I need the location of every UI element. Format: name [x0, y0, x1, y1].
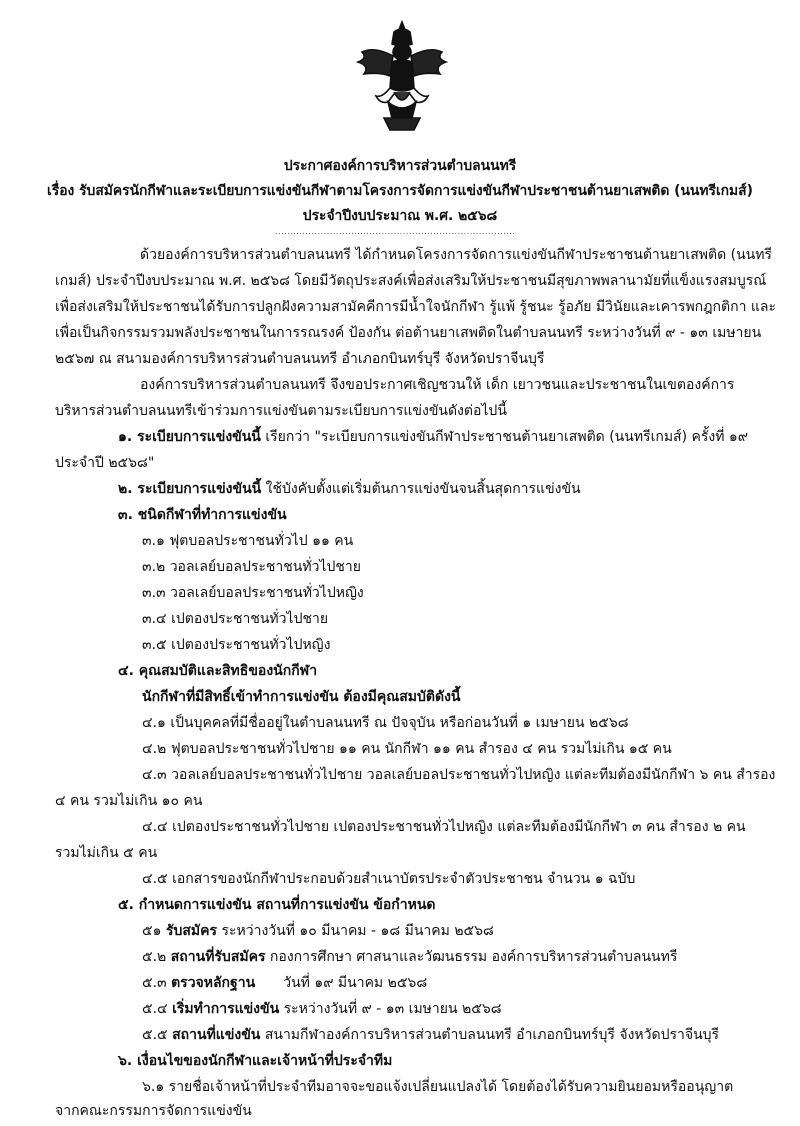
schedule-label: รับสมัคร	[165, 923, 218, 939]
qualification-item: ๔.๔ เปตองประชาชนทั่วไปชาย เปตองประชาชนทั่วไปหญิง แต่ละทีมต้องมีนักกีฬา ๓ คน สำรอง ๒ คน	[142, 819, 746, 835]
schedule-item	[142, 1028, 719, 1042]
condition-item-continued: จากคณะกรรมการจัดการแข่งขัน	[55, 1103, 252, 1119]
sport-item: ๓.๑ ฟุตบอลประชาชนทั่วไป ๑๑ คน	[142, 533, 354, 549]
schedule-number: ๕๑	[142, 923, 162, 939]
section-2-heading: ๒. ระเบียบการแข่งขันนี้	[118, 481, 262, 497]
section-5-heading: ๕. กำหนดการแข่งขัน สถานที่การแข่งขัน ข้อกำหนด	[118, 897, 436, 913]
schedule-detail: กองการศึกษา ศาสนาและวัฒนธรรม องค์การบริหารส่วนตำบลนนทรี	[265, 949, 678, 965]
schedule-label: สถานที่รับสมัคร	[170, 949, 266, 965]
announcement-fiscal-year: ประจำปีงบประมาณ พ.ศ. ๒๕๖๘	[302, 208, 498, 224]
section-1	[118, 430, 748, 444]
intro-line: เพื่อเป็นกิจกรรมรวมพลังประชาชนในการรณรงค์ ป้องกัน ต่อต้านยาเสพติดในตำบลนนทรี ระหว่างวันที่ ๙ - ๑๓ เมษายน	[55, 325, 762, 341]
sport-item: ๓.๒ วอลเลย์บอลประชาชนทั่วไปชาย	[142, 559, 361, 575]
intro-line: ด้วยองค์การบริหารส่วนตำบลนนทรี ได้กำหนดโครงการจัดการแข่งขันกีฬาประชาชนต้านยาเสพติด (นนทรี	[140, 247, 772, 263]
garuda-emblem-icon	[354, 18, 450, 136]
section-6-heading: ๖. เงื่อนไขของนักกีฬาและเจ้าหน้าที่ประจำทีม	[118, 1053, 393, 1069]
qualification-item: ๔.๓ วอลเลย์บอลประชาชนทั่วไปชาย วอลเลย์บอลประชาชนทั่วไปหญิง แต่ละทีมต้องมีนักกีฬา ๖ คน สำรอง	[142, 767, 776, 783]
section-4-subheading: นักกีฬาที่มีสิทธิ์เข้าทำการแข่งขัน ต้องมีคุณสมบัติดังนี้	[142, 689, 461, 705]
schedule-item	[142, 950, 677, 964]
section-1-continued: ประจำปี ๒๕๖๘"	[55, 455, 155, 471]
schedule-label: ตรวจหลักฐาน	[171, 975, 256, 991]
intro-line: ๒๕๖๗ ณ สนามองค์การบริหารส่วนตำบลนนทรี อำเภอกบินทร์บุรี จังหวัดปราจีนบุรี	[55, 351, 545, 367]
section-1-text: เรียกว่า "ระเบียบการแข่งขันกีฬาประชาชนต้านยาเสพติด (นนทรีเกมส์) ครั้งที่ ๑๙	[260, 429, 749, 445]
section-1-heading: ๑. ระเบียบการแข่งขันนี้	[118, 429, 261, 445]
schedule-label: เริ่มทำการแข่งขัน	[172, 1001, 280, 1017]
schedule-detail: วันที่ ๑๙ มีนาคม ๒๕๖๘	[283, 975, 428, 991]
schedule-detail: ระหว่างวันที่ ๙ - ๑๓ เมษายน ๒๕๖๘	[279, 1001, 502, 1017]
announcement-title: ประกาศองค์การบริหารส่วนตำบลนนทรี	[283, 158, 517, 174]
schedule-number: ๕.๕	[142, 1027, 168, 1043]
invite-line: บริหารส่วนตำบลนนทรีเข้าร่วมการแข่งขันตามระเบียบการแข่งขันดังต่อไปนี้	[55, 403, 507, 419]
condition-item: ๖.๑ รายชื่อเจ้าหน้าที่ประจำทีมอาจจะขอแจ้งเปลี่ยนแปลงได้ โดยต้องได้รับความยินยอมหรืออนุญาต	[142, 1079, 734, 1095]
schedule-item	[142, 976, 427, 990]
sport-item: ๓.๔ เปตองประชาชนทั่วไปชาย	[142, 611, 329, 627]
sport-item: ๓.๓ วอลเลย์บอลประชาชนทั่วไปหญิง	[142, 585, 364, 601]
schedule-number: ๕.๓	[142, 975, 167, 991]
qualification-item: ๔.๑ เป็นบุคคลที่มีชื่ออยู่ในตำบลนนทรี ณ ปัจจุบัน หรือก่อนวันที่ ๑ เมษายน ๒๕๖๘	[142, 715, 629, 731]
qualification-item-continued: ๔ คน รวมไม่เกิน ๑๐ คน	[55, 793, 203, 809]
section-2-text: ใช้บังคับตั้งแต่เริ่มต้นการแข่งขันจนสิ้นสุดการแข่งขัน	[261, 481, 581, 497]
invite-line: องค์การบริหารส่วนตำบลนนทรี จึงขอประกาศเชิญชวนให้ เด็ก เยาวชนและประชาชนในเขตองค์การ	[140, 377, 735, 393]
schedule-label: สถานที่แข่งขัน	[172, 1027, 261, 1043]
sport-item: ๓.๕ เปตองประชาชนทั่วไปหญิง	[142, 637, 331, 653]
schedule-detail: สนามกีฬาองค์การบริหารส่วนตำบลนนทรี อำเภอกบินทร์บุรี จังหวัดปราจีนบุรี	[260, 1027, 720, 1043]
schedule-number: ๕.๒	[142, 949, 167, 965]
intro-line: เพื่อส่งเสริมให้ประชาชนได้รับการปลูกฝังความสามัคคีการมีน้ำใจนักกีฬา รู้แพ้ รู้ชนะ รู้อภัย มีวินัยและเคารพกฎกติกา และ	[55, 299, 777, 315]
qualification-item: ๔.๒ ฟุตบอลประชาชนทั่วไปชาย ๑๑ คน นักกีฬา ๑๑ คน สำรอง ๔ คน รวมไม่เกิน ๑๕ คน	[142, 741, 672, 757]
schedule-item	[142, 1002, 502, 1016]
intro-line: เกมส์) ประจำปีงบประมาณ พ.ศ. ๒๕๖๘ โดยมีวัตถุประสงค์เพื่อส่งเสริมให้ประชาชนมีสุขภาพพลานามัยที่แข็งแรงสมบูรณ์	[55, 273, 767, 289]
qualification-item: ๔.๕ เอกสารของนักกีฬาประกอบด้วยสำเนาบัตรประจำตัวประชาชน จำนวน ๑ ฉบับ	[142, 871, 636, 887]
section-3-heading: ๓. ชนิดกีฬาที่ทำการแข่งขัน	[118, 507, 287, 523]
schedule-detail: ระหว่างวันที่ ๑๐ มีนาคม - ๑๘ มีนาคม ๒๕๖๘	[217, 923, 494, 939]
schedule-item	[142, 924, 494, 938]
schedule-number: ๕.๔	[142, 1001, 168, 1017]
section-2	[118, 482, 581, 496]
announcement-subject: เรื่อง รับสมัครนักกีฬาและระเบียบการแข่งขันกีฬาตามโครงการจัดการแข่งขันกีฬาประชาชนต้านยาเสพติด (นนทรีเกมส์)	[47, 183, 753, 199]
section-4-heading: ๔. คุณสมบัติและสิทธิของนักกีฬา	[118, 663, 318, 679]
qualification-item-continued: รวมไม่เกิน ๕ คน	[55, 845, 158, 861]
header-separator: ...............................................................................	[275, 227, 516, 236]
